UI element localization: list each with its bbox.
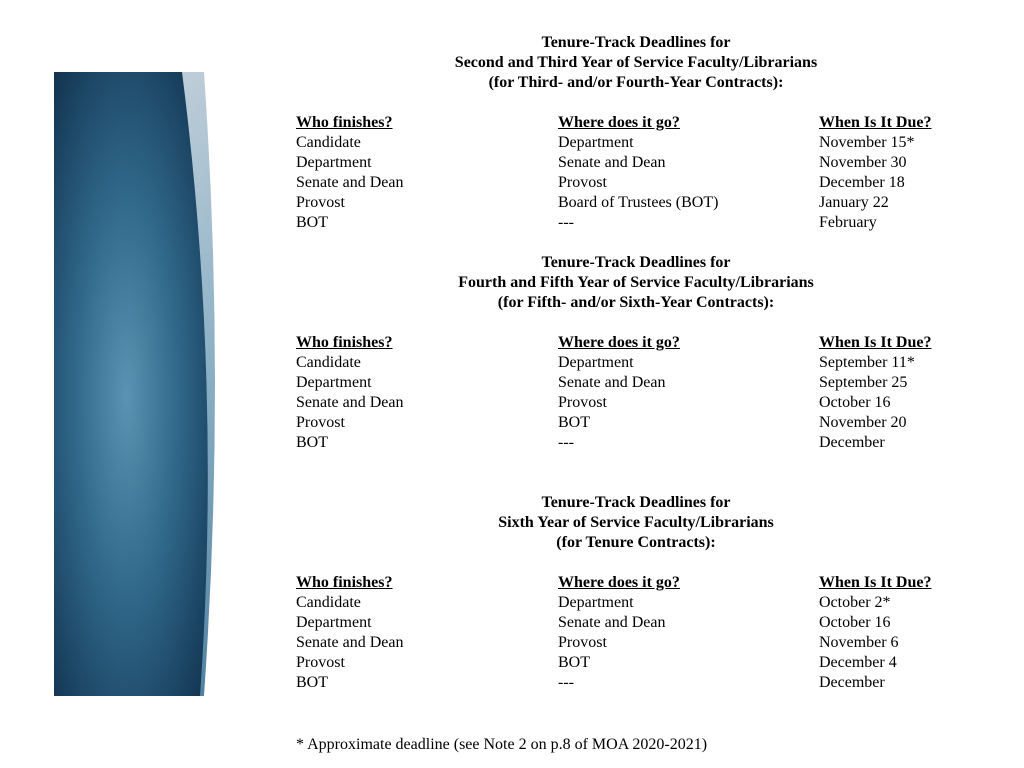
- cell-who: Provost: [296, 194, 345, 211]
- cell-when: October 2*: [819, 594, 891, 611]
- cell-when: September 25: [819, 374, 908, 391]
- cell-when: October 16: [819, 614, 891, 631]
- cell-where: BOT: [558, 414, 590, 431]
- section-title: [296, 253, 976, 313]
- deadline-table: [296, 333, 996, 453]
- section-title: [296, 33, 976, 93]
- cell-where: ---: [558, 214, 574, 231]
- table-row: [296, 613, 996, 633]
- cell-where: Department: [558, 134, 634, 151]
- cell-who: Provost: [296, 654, 345, 671]
- title-line: (for Fifth- and/or Sixth-Year Contracts):: [497, 294, 775, 311]
- cell-when: November 20: [819, 414, 907, 431]
- title-line: Tenure-Track Deadlines for: [541, 254, 731, 271]
- cell-who: Senate and Dean: [296, 394, 404, 411]
- cell-when: November 30: [819, 154, 907, 171]
- title-line: (for Third- and/or Fourth-Year Contracts):: [488, 74, 784, 91]
- cell-when: November 6: [819, 634, 899, 651]
- table-row: [296, 193, 996, 213]
- cell-when: October 16: [819, 394, 891, 411]
- cell-who: Senate and Dean: [296, 174, 404, 191]
- cell-where: BOT: [558, 654, 590, 671]
- cell-when: September 11*: [819, 354, 915, 371]
- header-who-finishes: Who finishes?: [296, 114, 393, 131]
- title-line: Tenure-Track Deadlines for: [541, 494, 731, 511]
- table-row: [296, 653, 996, 673]
- header-who-finishes: Who finishes?: [296, 574, 393, 591]
- cell-when: November 15*: [819, 134, 915, 151]
- decorative-side-panel: [54, 72, 220, 696]
- table-header-row: [296, 333, 996, 353]
- cell-where: Department: [558, 354, 634, 371]
- footnote: * Approximate deadline (see Note 2 on p.8 of MOA 2020-2021): [296, 736, 708, 753]
- table-row: [296, 133, 996, 153]
- cell-when: December: [819, 434, 885, 451]
- title-line: Sixth Year of Service Faculty/Librarians: [498, 514, 774, 531]
- cell-where: ---: [558, 674, 574, 691]
- cell-where: Senate and Dean: [558, 614, 666, 631]
- table-header-row: [296, 113, 996, 133]
- title-line: Tenure-Track Deadlines for: [541, 34, 731, 51]
- header-where-does-it-go: Where does it go?: [558, 334, 680, 351]
- cell-who: BOT: [296, 434, 328, 451]
- table-row: [296, 173, 996, 193]
- table-row: [296, 673, 996, 693]
- cell-where: Board of Trustees (BOT): [558, 194, 719, 211]
- cell-where: Senate and Dean: [558, 154, 666, 171]
- table-row: [296, 633, 996, 653]
- cell-when: December 18: [819, 174, 905, 191]
- title-line: (for Tenure Contracts):: [556, 534, 716, 551]
- cell-where: Department: [558, 594, 634, 611]
- table-row: [296, 393, 996, 413]
- table-row: [296, 153, 996, 173]
- table-row: [296, 433, 996, 453]
- title-line: Second and Third Year of Service Faculty/Librarians: [454, 54, 818, 71]
- cell-when: December: [819, 674, 885, 691]
- cell-when: December 4: [819, 654, 897, 671]
- cell-who: Department: [296, 154, 372, 171]
- cell-where: Provost: [558, 394, 607, 411]
- header-where-does-it-go: Where does it go?: [558, 574, 680, 591]
- cell-who: Senate and Dean: [296, 634, 404, 651]
- cell-who: BOT: [296, 674, 328, 691]
- cell-where: Provost: [558, 174, 607, 191]
- title-line: Fourth and Fifth Year of Service Faculty/Librarians: [458, 274, 814, 291]
- cell-when: February: [819, 214, 877, 231]
- cell-when: January 22: [819, 194, 889, 211]
- header-when-due: When Is It Due?: [819, 574, 932, 591]
- cell-who: Provost: [296, 414, 345, 431]
- section-sixth-year: [296, 493, 996, 693]
- deadline-table: [296, 573, 996, 693]
- section-fourth-fifth-year: [296, 253, 996, 453]
- header-who-finishes: Who finishes?: [296, 334, 393, 351]
- header-when-due: When Is It Due?: [819, 114, 932, 131]
- cell-who: Department: [296, 614, 372, 631]
- table-row: [296, 413, 996, 433]
- cell-where: ---: [558, 434, 574, 451]
- cell-who: Candidate: [296, 134, 361, 151]
- table-row: [296, 373, 996, 393]
- deadline-table: [296, 113, 996, 233]
- cell-where: Provost: [558, 634, 607, 651]
- cell-who: Department: [296, 374, 372, 391]
- table-row: [296, 593, 996, 613]
- header-where-does-it-go: Where does it go?: [558, 114, 680, 131]
- table-header-row: [296, 573, 996, 593]
- cell-who: Candidate: [296, 594, 361, 611]
- table-row: [296, 213, 996, 233]
- cell-who: Candidate: [296, 354, 361, 371]
- header-when-due: When Is It Due?: [819, 334, 932, 351]
- section-title: [296, 493, 976, 553]
- table-row: [296, 353, 996, 373]
- cell-who: BOT: [296, 214, 328, 231]
- cell-where: Senate and Dean: [558, 374, 666, 391]
- section-second-third-year: [296, 33, 996, 233]
